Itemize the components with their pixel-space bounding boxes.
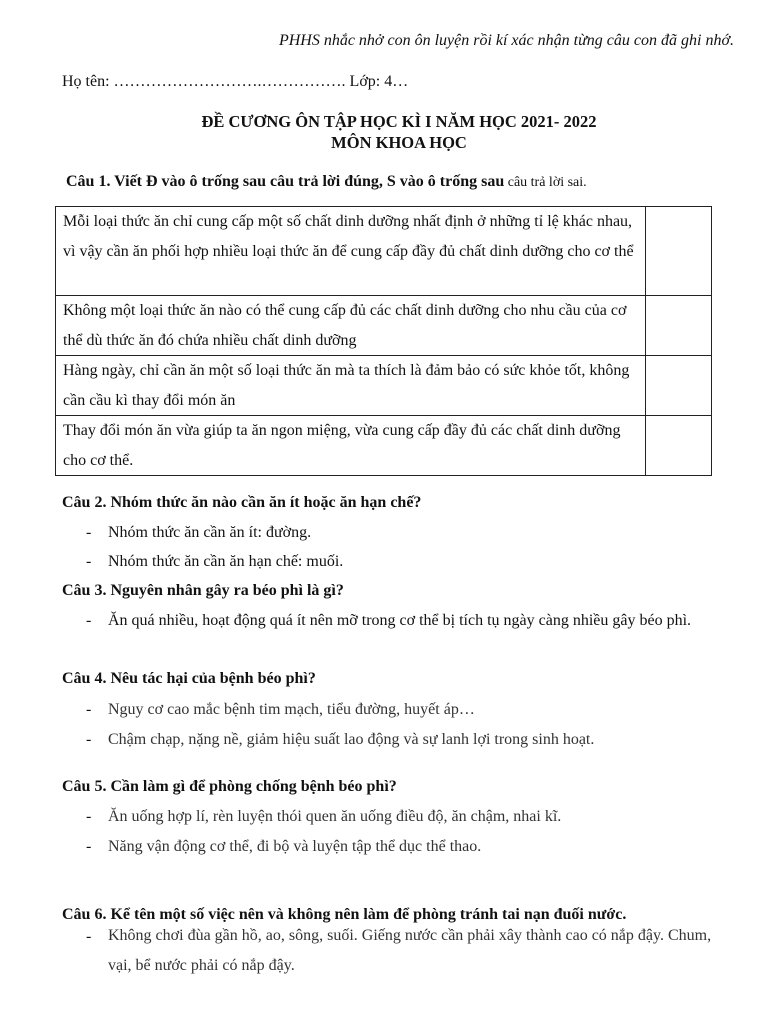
answer-item: Nguy cơ cao mắc bệnh tim mạch, tiểu đường, huyết áp… [108,701,475,718]
subject-title: MÔN KHOA HỌC [331,133,467,152]
statement-cell: Thay đổi món ăn vừa giúp ta ăn ngon miệng, vừa cung cấp đầy đủ các chất dinh dưỡng cho cơ thể. [56,416,646,476]
table-row [56,296,712,356]
bullet-dash: - [86,808,92,825]
answer-item: Ăn quá nhiều, hoạt động quá ít nên mỡ trong cơ thể bị tích tụ ngày càng nhiều gây béo phì. [108,612,692,629]
bullet-dash: - [86,731,92,748]
answer-item: Nhóm thức ăn cần ăn hạn chế: muối. [108,553,344,570]
answer-box[interactable] [645,207,711,296]
statement-cell: Mỗi loại thức ăn chỉ cung cấp một số chất dinh dưỡng nhất định ở những tỉ lệ khác nhau, vì vậy cần ăn phối hợp nhiều loại thức ăn để cung cấp đầy đủ chất dinh dưỡng cho cơ thể [56,207,646,296]
question-1-heading [66,173,587,191]
bullet-dash: - [86,701,92,718]
table-row [56,207,712,296]
bullet-dash: - [86,928,92,945]
question-5-heading: Câu 5. Cần làm gì để phòng chống bệnh béo phì? [62,778,397,795]
student-name-line: Họ tên: ……………………….……………. Lớp: 4… [62,73,409,90]
bullet-dash: - [86,838,92,855]
document-title: ĐỀ CƯƠNG ÔN TẬP HỌC KÌ I NĂM HỌC 2021- 2022 [201,112,597,131]
answer-box[interactable] [645,296,711,356]
bullet-dash: - [86,612,92,629]
question-4-heading: Câu 4. Nêu tác hại của bệnh béo phì? [62,670,316,687]
table-row [56,356,712,416]
question-2-heading: Câu 2. Nhóm thức ăn nào cần ăn ít hoặc ăn hạn chế? [62,494,422,511]
statement-cell: Hàng ngày, chỉ cần ăn một số loại thức ăn mà ta thích là đảm bảo có sức khỏe tốt, không cần cầu kì thay đổi món ăn [56,356,646,416]
answer-item: Ăn uống hợp lí, rèn luyện thói quen ăn uống điều độ, ăn chậm, nhai kĩ. [108,808,562,825]
bullet-dash: - [86,553,92,570]
question-1-heading-tail: câu trả lời sai. [504,175,587,190]
question-6-heading: Câu 6. Kể tên một số việc nên và không nên làm để phòng tránh tai nạn đuối nước. [62,906,627,923]
statement-cell: Không một loại thức ăn nào có thể cung cấp đủ các chất dinh dưỡng cho nhu cầu của cơ thể dù thức ăn đó chứa nhiều chất dinh dưỡng [56,296,646,356]
answer-item: Năng vận động cơ thể, đi bộ và luyện tập thể dục thể thao. [108,838,482,855]
answer-box[interactable] [645,416,711,476]
parent-note: PHHS nhắc nhở con ôn luyện rồi kí xác nhận từng câu con đã ghi nhớ. [278,32,734,49]
bullet-dash: - [86,524,92,541]
true-false-table [55,206,712,476]
question-1-heading-bold: Câu 1. Viết Đ vào ô trống sau câu trả lời đúng, S vào ô trống sau [66,173,505,190]
answer-item: Nhóm thức ăn cần ăn ít: đường. [108,524,312,541]
question-3-heading: Câu 3. Nguyên nhân gây ra béo phì là gì? [62,582,344,599]
answer-item: Chậm chạp, nặng nề, giảm hiệu suất lao động và sự lanh lợi trong sinh hoạt. [108,731,595,748]
table-row [56,416,712,476]
answer-box[interactable] [645,356,711,416]
answer-item: Không chơi đùa gần hồ, ao, sông, suối. Giếng nước cần phải xây thành cao có nắp đậy. Chum, vại, bể nước phải có nắp đậy. [108,927,712,974]
